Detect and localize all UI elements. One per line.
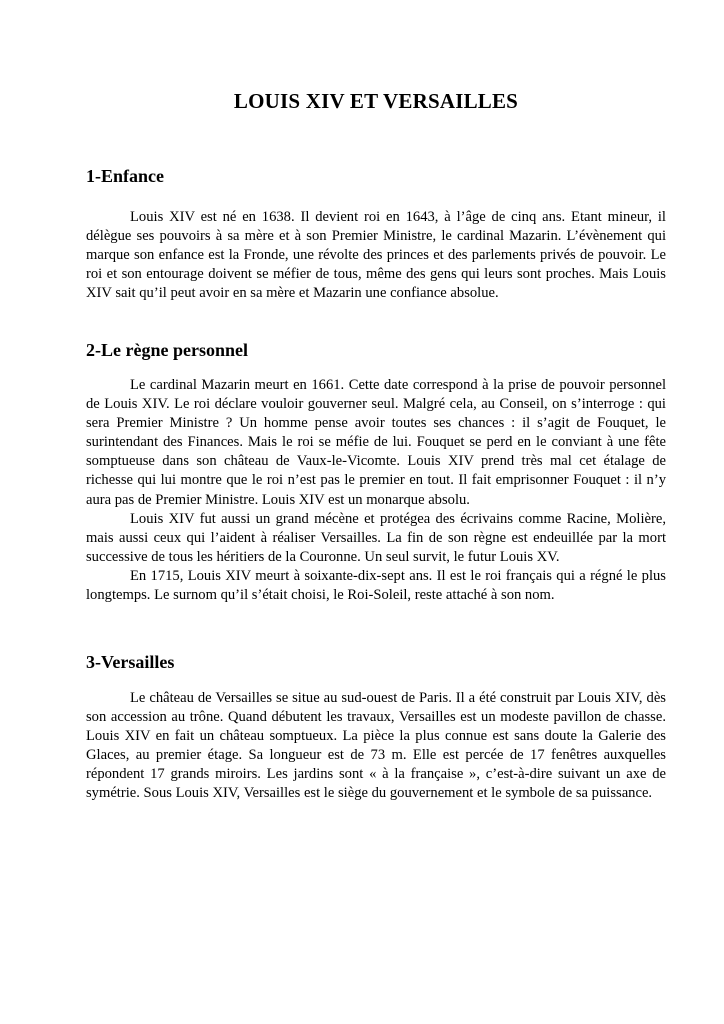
section-body-versailles [86, 689, 666, 804]
paragraph: Le château de Versailles se situe au sud-ouest de Paris. Il a été construit par Louis XIV, dès son accession au trône. Quand débutent les travaux, Versailles est un modeste pavillon de chasse. Louis XIV en fait un château somptueux. La pièce la plus connue est sans doute la Galerie des Glaces, au premier étage. Sa longueur est de 73 m. Elle est percée de 17 fenêtres auxquelles répondent 17 grands miroirs. Les jardins sont « à la française », c’est-à-dire suivant un axe de symétrie. Sous Louis XIV, Versailles est le siège du gouvernement et le symbole de sa puissance. [86, 690, 666, 802]
paragraph: En 1715, Louis XIV meurt à soixante-dix-sept ans. Il est le roi français qui a régné le plus longtemps. Le surnom qu’il s’était choisi, le Roi-Soleil, reste attaché à son nom. [86, 567, 666, 604]
section-body-regne-personnel [86, 376, 666, 605]
section-heading-enfance: 1-Enfance [86, 166, 164, 186]
section-heading-regne-personnel: 2-Le règne personnel [86, 340, 248, 360]
paragraph: Louis XIV est né en 1638. Il devient roi en 1643, à l’âge de cinq ans. Etant mineur, il délègue ses pouvoirs à sa mère et à son Premier Ministre, le cardinal Mazarin. L’évènement qui marque son enfance est la Fronde, une révolte des princes et des parlements privés de pouvoir. Le roi et son entourage doivent se méfier de tous, même des gens qui leurs sont proches. Mais Louis XIV sait qu’il peut avoir en sa mère et Mazarin une confiance absolue. [86, 209, 666, 302]
document-title: LOUIS XIV ET VERSAILLES [233, 89, 519, 113]
section-heading-versailles: 3-Versailles [86, 652, 175, 672]
section-body-enfance [86, 208, 666, 303]
paragraph: Louis XIV fut aussi un grand mécène et protégea des écrivains comme Racine, Molière, mais aussi ceux qui l’aident à réaliser Versailles. La fin de son règne est endeuillée par la mort successive de tous les héritiers de la Couronne. Un seul survit, le futur Louis XV. [86, 510, 666, 565]
paragraph: Le cardinal Mazarin meurt en 1661. Cette date correspond à la prise de pouvoir personnel de Louis XIV. Le roi déclare vouloir gouverner seul. Malgré cela, au Conseil, on s’interroge : qui sera Premier Ministre ? Un homme pense avoir toutes ses chances : il s’agit de Fouquet, le surintendant des Finances. Mais le roi se méfie de lui. Fouquet se perd en le conviant à une fête somptueuse dans son château de Vaux-le-Vicomte. Louis XIV prend très mal cet étalage de richesse qui lui montre que le roi n’est pas le premier en tout. Il fait emprisonner Fouquet : il n’y aura pas de Premier Ministre. Louis XIV est un monarque absolu. [86, 377, 666, 508]
